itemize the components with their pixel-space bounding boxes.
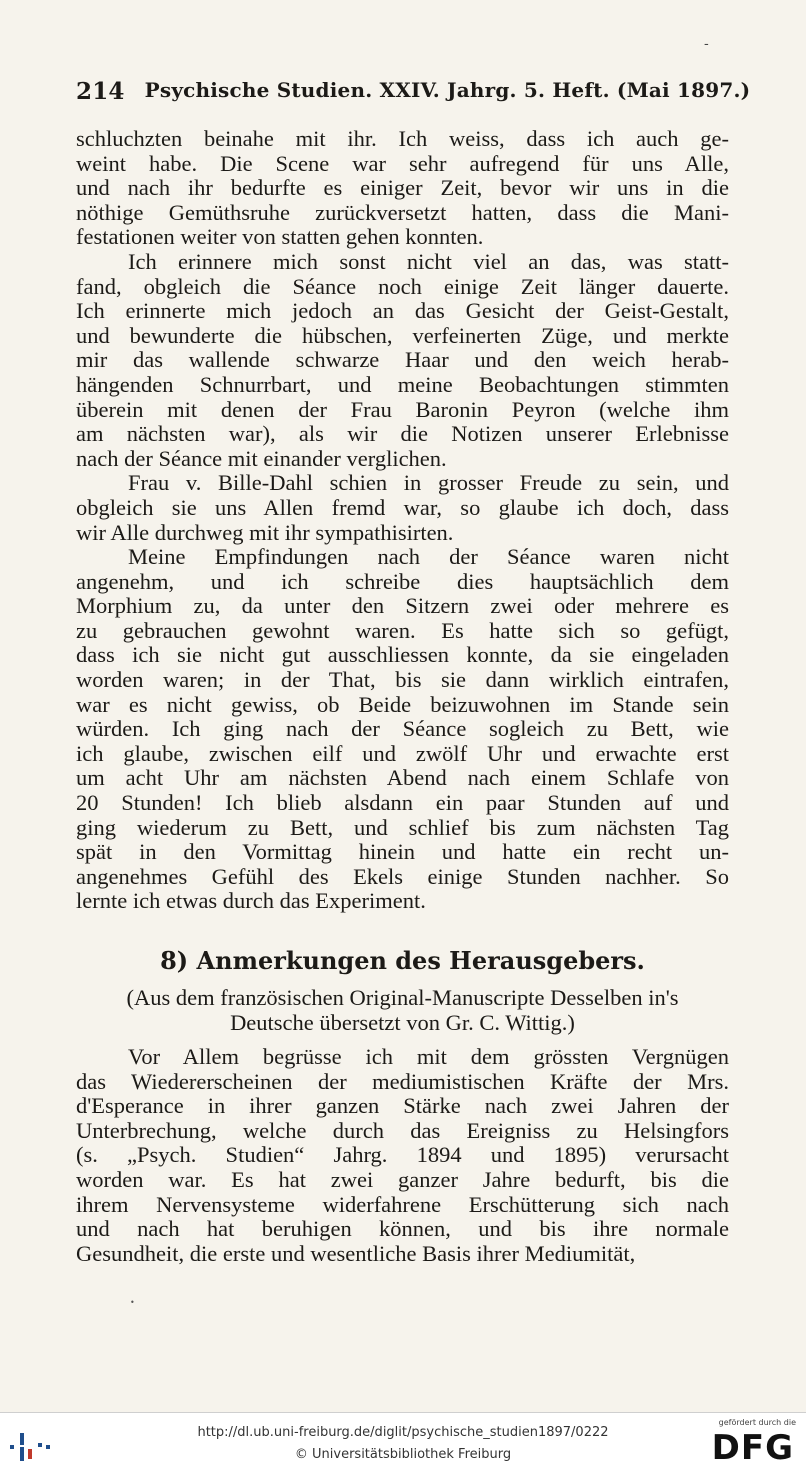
section-subheading (76, 985, 729, 1035)
viewer-footer (0, 1412, 806, 1471)
text-line: hängenden Schnurrbart, und meine Beobachtungen stimmten (76, 371, 729, 397)
subheading-line-1: (Aus dem französischen Original-Manuscripte Desselben in's (126, 985, 679, 1010)
text-line: Frau v. Bille-Dahl schien in grosser Freude zu sein, und (128, 470, 729, 496)
text-line: ihrem Nervensysteme widerfahrene Erschütterung sich nach (76, 1191, 729, 1217)
text-line: d'Esperance in ihrer ganzen Stärke nach zwei Jahren der (76, 1093, 729, 1119)
text-line: Ich erinnerte mich jedoch an das Gesicht der Geist-Gestalt, (76, 298, 729, 324)
text-line: ging wiederum zu Bett, und schlief bis zum nächsten Tag (76, 814, 729, 840)
running-header (76, 78, 751, 105)
text-line: Gesundheit, die erste und wesentliche Basis ihrer Mediumität, (76, 1240, 636, 1266)
text-line: worden waren; in der That, bis sie dann wirklich eintrafen, (76, 667, 729, 693)
text-line: und bewunderte die hübschen, verfeinerten Züge, und merkte (76, 322, 729, 348)
text-line: zu gebrauchen gewohnt waren. Es hatte sich so gefügt, (76, 617, 729, 643)
text-line: überein mit denen der Frau Baronin Peyron (welche ihm (76, 396, 729, 422)
text-line: weint habe. Die Scene war sehr aufregend für uns Alle, (76, 150, 729, 176)
source-url-link[interactable]: http://dl.ub.uni-freiburg.de/diglit/psychische_studien1897/0222 (197, 1425, 609, 1440)
text-line: Unterbrechung, welche durch das Ereigniss zu Helsingfors (76, 1117, 729, 1143)
running-title: Psychische Studien. XXIV. Jahrg. 5. Heft. (Mai 1897.) (144, 78, 751, 102)
page-number: 214 (76, 78, 125, 105)
text-line: um acht Uhr am nächsten Abend nach einem Schlafe von (76, 765, 729, 791)
text-line: und nach ihr bedurfte es einiger Zeit, bevor wir uns in die (76, 175, 729, 201)
text-line: fand, obgleich die Séance noch einige Zeit länger dauerte. (76, 273, 729, 299)
section-heading: 8) Anmerkungen des Herausgebers. (160, 946, 645, 975)
body-text-bottom (76, 1045, 729, 1266)
text-line: nach der Séance mit einander verglichen. (76, 445, 447, 471)
subheading-line-2: Deutsche übersetzt von Gr. C. Wittig.) (230, 1010, 575, 1035)
text-line: war es nicht gewiss, ob Beide beizuwohnen im Stande sein (76, 691, 729, 717)
text-line: Meine Empfindungen nach der Séance waren nicht (128, 544, 729, 570)
text-line: Ich erinnere mich sonst nicht viel an das, was statt- (128, 248, 729, 274)
text-line: und nach hat beruhigen können, und bis ihre normale (76, 1216, 729, 1242)
copyright-text: © Universitätsbibliothek Freiburg (294, 1447, 512, 1462)
text-line: würden. Ich ging nach der Séance sogleich zu Bett, wie (76, 716, 729, 742)
sponsor-note: gefördert durch die (718, 1418, 796, 1427)
text-line: festationen weiter von statten gehen konnten. (76, 224, 484, 250)
text-line: wir Alle durchweg mit ihr sympathisirten. (76, 519, 454, 545)
scan-speck: • (130, 1298, 135, 1307)
text-line: worden war. Es hat zwei ganzer Jahre bedurft, bis die (76, 1166, 729, 1192)
body-text-top (76, 127, 729, 914)
text-line: angenehm, und ich schreibe dies hauptsächlich dem (76, 568, 729, 594)
text-line: (s. „Psych. Studien“ Jahrg. 1894 und 1895) verursacht (76, 1142, 729, 1168)
text-line: nöthige Gemüthsruhe zurückversetzt hatten, dass die Mani- (76, 199, 729, 225)
dfg-logo-icon: DFG (711, 1428, 794, 1468)
text-line: obgleich sie uns Allen fremd war, so glaube ich doch, dass (76, 494, 729, 520)
text-line: dass ich sie nicht gut ausschliessen konnte, da sie eingeladen (76, 642, 729, 668)
text-line: schluchzten beinahe mit ihr. Ich weiss, dass ich auch ge- (76, 126, 729, 151)
text-line: spät in den Vormittag hinein und hatte ein recht un- (76, 839, 729, 865)
text-line: Vor Allem begrüsse ich mit dem grössten Vergnügen (128, 1044, 729, 1069)
text-line: angenehmes Gefühl des Ekels einige Stunden nachher. So (76, 863, 729, 889)
text-line: das Wiedererscheinen der mediumistischen Kräfte der Mrs. (76, 1068, 729, 1094)
text-line: 20 Stunden! Ich blieb alsdann ein paar Stunden auf und (76, 790, 729, 816)
text-line: lernte ich etwas durch das Experiment. (76, 888, 426, 914)
text-line: Morphium zu, da unter den Sitzern zwei oder mehrere es (76, 593, 729, 619)
text-line: mir das wallende schwarze Haar und den weich herab- (76, 347, 729, 373)
text-line: am nächsten war), als wir die Notizen unserer Erlebnisse (76, 421, 729, 447)
scan-mark: - (704, 36, 709, 52)
text-line: ich glaube, zwischen eilf und zwölf Uhr und erwachte erst (76, 740, 729, 766)
